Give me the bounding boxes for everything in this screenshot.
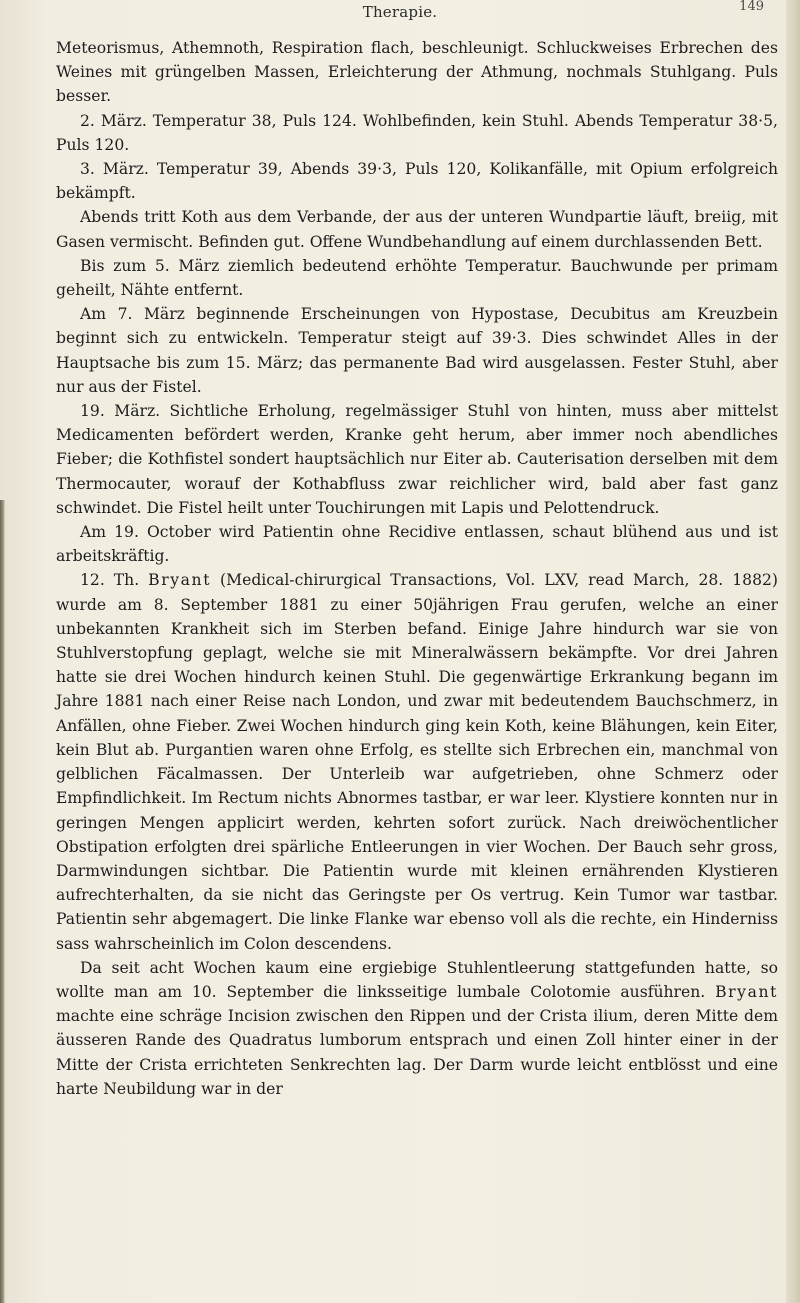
paragraph-colotomie <box>56 956 778 1101</box>
running-head-title: Therapie. <box>362 3 438 21</box>
paragraph-19-maerz: 19. März. Sichtliche Erholung, regelmässiger Stuhl von hinten, muss aber mittelst Medicamenten befördert werden, Kranke geht herum, aber immer noch abendliches Fieber; die Kothfistel sondert hauptsächlich nur Eiter ab. Cauterisation derselben mit dem Thermocauter, worauf der Kothabfluss zwar reichlicher wird, bald aber fast ganz schwindet. Die Fistel heilt unter Touchirungen mit Lapis und Pelottendruck. <box>56 402 778 517</box>
paragraph-2-maerz: 2. März. Temperatur 38, Puls 124. Wohlbefinden, kein Stuhl. Abends Temperatur 38·5, Puls 120. <box>56 111 778 154</box>
paragraph-5-maerz: Bis zum 5. März ziemlich bedeutend erhöhte Temperatur. Bauchwunde per primam geheilt, Nähte entfernt. <box>56 256 778 300</box>
case-12-text: (Medical-chirurgical Transactions, Vol. LXV, read March, 28. 1882) wurde am 8. September 1881 zu einer 50jährigen Frau gerufen, welche an einer unbekannten Krankheit sich im Sterben befand. Einige Jahre hindurch war sie von Stuhlverstopfung geplagt, welche sie mit Mineralwässern bekämpfte. Vor drei Jahren hatte sie drei Wochen hindurch keinen Stuhl. Die gegenwärtige Erkrankung begann im Jahre 1881 nach einer Reise nach London, und zwar mit bedeutendem Bauchschmerz, in Anfällen, ohne Fieber. Zwei Wochen hindurch ging kein Koth, keine Blähungen, kein Eiter, kein Blut ab. Purgantien waren ohne Erfolg, es stellte sich Erbrechen ein, manchmal von gelblichen Fäcalmassen. Der Unterleib war aufgetrieben, ohne Schmerz oder Empfindlichkeit. Im Rectum nichts Abnormes tastbar, er war leer. Klystiere konnten nur in geringen Mengen applicirt werden, kehrten sofort zurück. Nach dreiwöchentlicher Obstipation erfolgten drei spärliche Entleerungen in vier Wochen. Der Bauch sehr gross, Darmwindungen sichtbar. Die Patientin wurde mit kleinen ernährenden Klystieren aufrechterhalten, da sie nicht das Geringste per Os vertrug. Kein Tumor war tastbar. Patientin sehr abgemagert. Die linke Flanke war ebenso voll als die rechte, ein Hinderniss sass wahrscheinlich im Colon descendens. <box>56 571 778 953</box>
page-left-edge-shadow <box>0 500 5 1303</box>
paragraph-abends-koth: Abends tritt Koth aus dem Verbande, der aus der unteren Wundpartie läuft, breiig, mit Gasen vermischt. Befinden gut. Offene Wundbehandlung auf einem durchlassenden Bett. <box>56 208 778 251</box>
case-number: 12. Th. <box>80 571 149 590</box>
paragraph-3-maerz: 3. März. Temperatur 39, Abends 39·3, Puls 120, Kolikanfälle, mit Opium erfolgreich bekämpft. <box>56 160 778 203</box>
colotomie-text-start: Da seit acht Wochen kaum eine ergiebige Stuhlentleerung stattgefunden hatte, so wollte man am 10. September die linksseitige lumbale Colotomie ausführen. <box>56 958 778 1001</box>
author-name: Bryant <box>715 982 778 1001</box>
author-name: Bryant <box>148 571 212 590</box>
paragraph-meteorismus: Meteorismus, Athemnoth, Respiration flach, beschleunigt. Schluckweises Erbrechen des Weines mit grüngelben Massen, Erleichterung der Athmung, nochmals Stuhlgang. Puls besser. <box>56 39 778 106</box>
paragraph-7-maerz: Am 7. März beginnende Erscheinungen von Hypostase, Decubitus am Kreuzbein beginnt sich zu entwickeln. Temperatur steigt auf 39·3. Dies schwindet Alles in der Hauptsache bis zum 15. März; das permanente Bad wird ausgelassen. Fester Stuhl, aber nur aus der Fistel. <box>56 305 778 396</box>
paragraph-case-12 <box>56 568 778 955</box>
colotomie-text-end: machte eine schräge Incision zwischen den Rippen und der Crista ilium, deren Mitte dem äusseren Rande des Quadratus lumborum entsprach und einen Zoll hinter einer in der Mitte der Crista errichteten Senkrechten lag. Der Darm wurde leicht entblösst und eine harte Neubildung war in der <box>56 1007 778 1098</box>
body-text <box>56 36 778 1101</box>
page-right-edge <box>786 0 800 1303</box>
page-number: 149 <box>739 0 764 14</box>
paragraph-19-october: Am 19. October wird Patientin ohne Recidive entlassen, schaut blühend aus und ist arbeitskräftig. <box>56 523 778 566</box>
page-header <box>0 0 800 23</box>
